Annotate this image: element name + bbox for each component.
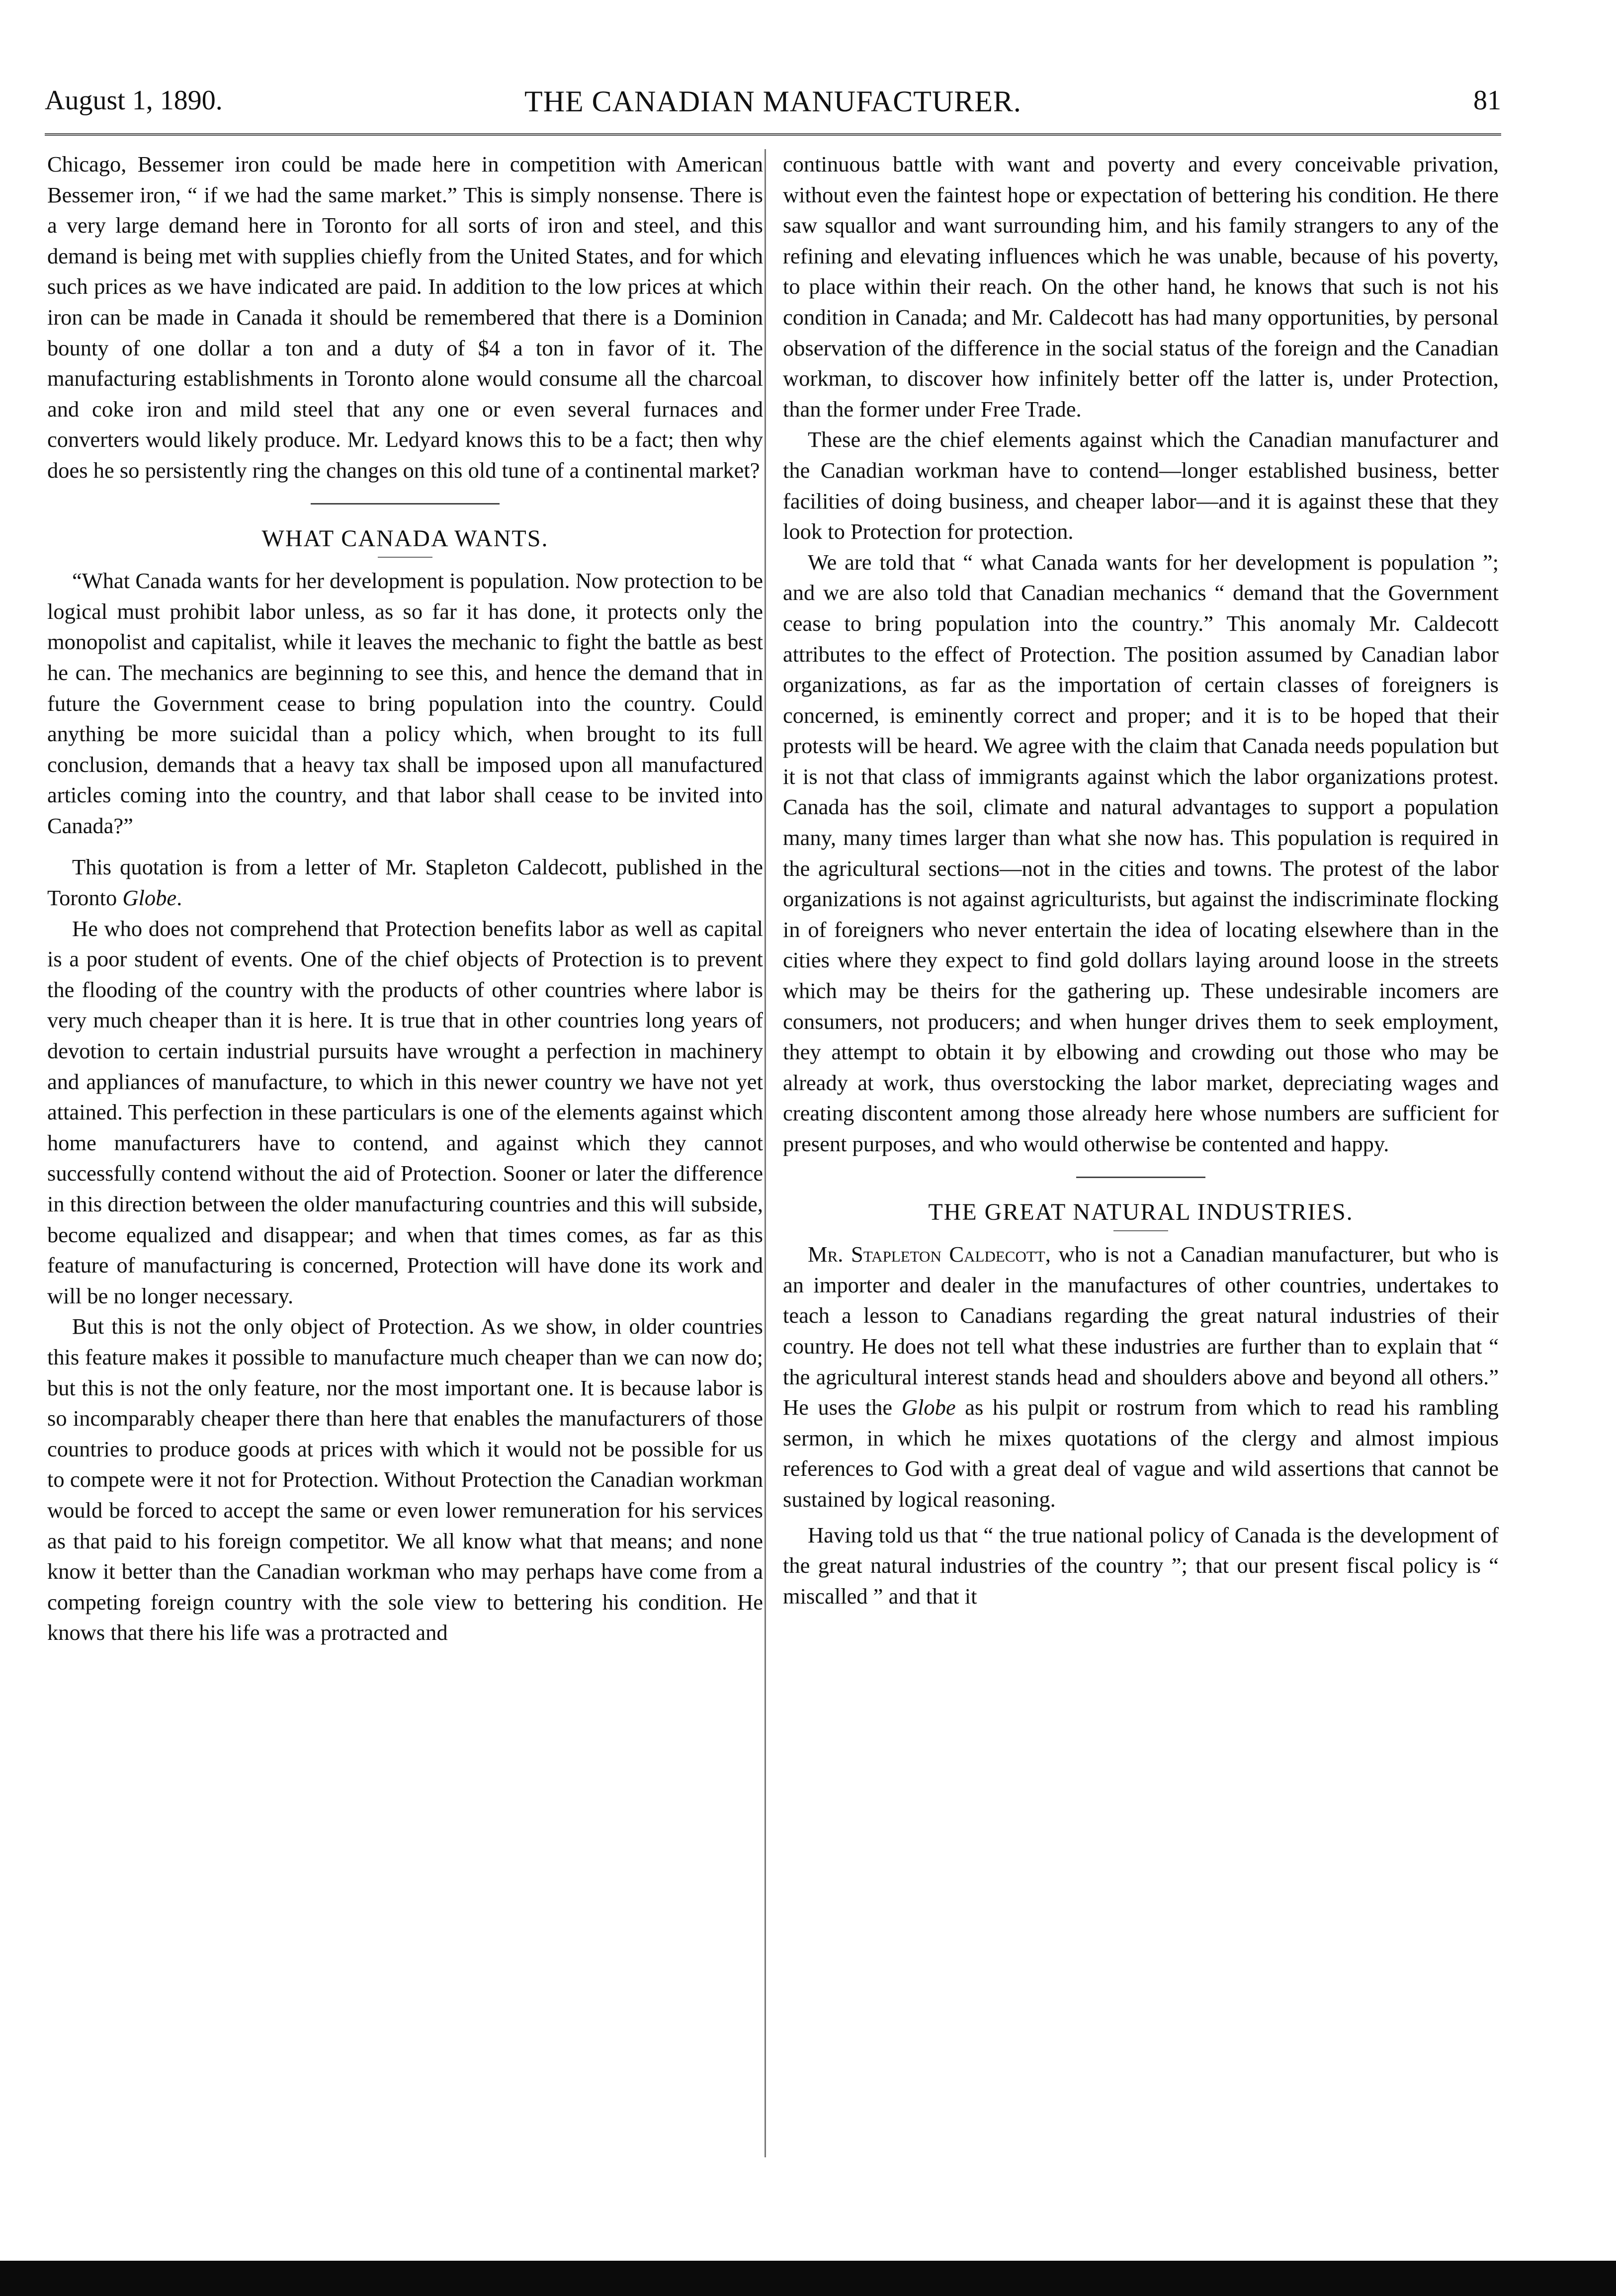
paragraph-chief-elements: These are the chief elements against which the Canadian manufacturer and the Canadian workman have to contend—longer established business, better facilities of doing business, and cheaper labor—and it is against these that they look to Protection for protection. [783,427,1499,544]
paragraph-he-who: He who does not comprehend that Protection benefits labor as well as capital is a poor student of events. One of the chief objects of Protection is to prevent the flooding of the country with the products of other countries where labor is very much cheaper than it is here. It is true that in other countries long years of devotion to certain industrial pursuits have wrought a perfection in machinery and appliances of manufacture, to which in this newer country we have not yet attained. This perfection in these particulars is one of the elements against which home manufacturers have to contend, and against which they cannot successfully contend without the aid of Protection. Sooner or later the difference in this direction between the older manufacturing countries and this will subside, become equalized and disappear; and when that times comes, as far as this feature of manufacturing is concerned, Protection will have done its work and will be no longer necessary. [47,916,763,1308]
section-separator [311,503,500,505]
caldecott-text-part-1: who is not a Canadian manufacturer, but who is an importer and dealer in the manufactures of other countries, undertakes to teach a lesson to Canadians regarding the great natural industries of their country. He does not tell what these industries are further than to explain that “ the agricultural interest stands head and shoulders above and beyond all others.” He uses the [783,1242,1499,1420]
page-number: 81 [1473,85,1501,116]
scan-edge-shadow [0,2261,1616,2296]
right-column [783,149,1499,1612]
column-divider [765,149,766,2157]
quote-paragraph: “What Canada wants for her development is population. Now protection to be logical must prohibit labor unless, as so far it has done, it protects only the monopolist and capitalist, while it leaves the mechanic to fight the battle as best he can. The mechanics are beginning to see this, and hence the demand that in future the Government cease to bring population into the country. Could anything be more suicidal than a policy which, when brought to its full conclusion, demands that a heavy tax shall be imposed upon all manufactured articles coming into the country, and that labor shall cease to be invited into Canada?” [47,568,763,838]
title-rule [378,557,432,558]
caldecott-text-part-2: as his pulpit or rostrum from which to read his rambling sermon, in which he mixes quotations of the clergy and almost impious references to God with a great deal of vague and wild assertions that cannot be sustained by logical reasoning. [783,1395,1499,1512]
newspaper-name: Globe [901,1395,956,1420]
paragraph-continuous: continuous battle with want and poverty and every conceivable privation, without even the faintest hope or expectation of bettering his condition. He there saw squallor and want surrounding him, and his family strangers to any of the refining and elevating influences which he was unable, because of his poverty, to place within their reach. On the other hand, he knows that such is not his condition in Canada; and Mr. Caldecott has had many opportunities, by personal observation of the difference in the social status of the foreign and the Canadian workman, to discover how infinitely better off the latter is, under Protection, than the former under Free Trade. [783,152,1499,422]
paragraph-we-are-told: We are told that “ what Canada wants for her development is population ”; and we are also told that Canadian mechanics “ demand that the Government cease to bring population into the country.” This anomaly Mr. Caldecott attributes to the effect of Protection. The position assumed by Canadian labor organizations, as far as the importation of certain classes of foreigners is concerned, is eminently correct and proper; and it is to be hoped that their protests will be heard. We agree with the claim that Canada needs population but it is not that class of immigrants against which the labor organizations protest. Canada has the soil, climate and natural advantages to support a population many, many times larger than what she now has. This population is required in the agricultural sections—not in the cities and towns. The protest of the labor organizations is not against agriculturists, but against the indiscriminate flocking in of foreigners who never entertain the idea of locating elsewhere than in the cities where they expect to find gold dollars laying around loose in the streets which may be theirs for the gathering up. These undesirable incomers are consumers, not producers; and when hunger drives them to seek employment, they attempt to obtain it by elbowing and crowding out those who may be already at work, thus overstocking the labor market, depreciating wages and creating discontent among those already here whose numbers are sufficient for present purposes, and who would otherwise be contented and happy. [783,549,1499,1156]
source-paragraph: This quotation is from a letter of Mr. Stapleton Caldecott, published in the Toronto Globe. [47,854,763,911]
title-rule [1113,1230,1168,1231]
header-rule [45,133,1501,136]
paragraph-but-this: But this is not the only object of Protection. As we show, in older countries this feature makes it possible to manufacture much cheaper than we can now do; but this is not the only feature, nor the most important one. It is because labor is so incomparably cheaper there than here that enables the manufacturers of those countries to produce goods at prices with which it would not be possible for us to compete were it not for Protection. Without Protection the Canadian workman would be forced to accept the same or even lower remuneration for his services as that paid to his foreign competitor. We all know what that means; and none know it better than the Canadian workman who may perhaps have come from a competing foreign country with the sole view to bettering his condition. He knows that there his life was a protracted and [47,1314,763,1645]
section-title-great-natural-industries: THE GREAT NATURAL INDUSTRIES. [928,1198,1354,1225]
issue-date: August 1, 1890. [45,85,223,116]
publication-title: THE CANADIAN MANUFACTURER. [524,85,1021,118]
paragraph-caldecott [783,1239,1499,1515]
newspaper-name: Globe [122,885,177,911]
person-name: Mr. Stapleton Caldecott, [808,1242,1051,1267]
intro-paragraph: Chicago, Bessemer iron could be made here in competition with American Bessemer iron, “ if we had the same market.” This is simply nonsense. There is a very large demand here in Toronto for all sorts of iron and steel, and this demand is being met with supplies chiefly from the United States, and for which such prices as we have indicated are paid. In addition to the low prices at which iron can be made in Canada it should be remembered that there is a Dominion bounty of one dollar a ton and a duty of $4 a ton in favor of it. The manufacturing establishments in Toronto alone would consume all the charcoal and coke iron and mild steel that any one or even several furnaces and converters would likely produce. Mr. Ledyard knows this to be a fact; then why does he so persistently ring the changes on this old tune of a continental market? [47,152,763,483]
section-title-what-canada-wants: WHAT CANADA WANTS. [261,525,549,552]
paragraph-having-told: Having told us that “ the true national policy of Canada is the development of the great natural industries of the country ”; that our present fiscal policy is “ miscalled ” and that it [783,1522,1499,1609]
page-header [45,80,1501,124]
left-column [47,149,763,1648]
source-text: This quotation is from a letter of Mr. Stapleton Caldecott, published in the Toronto [47,854,763,911]
section-separator [1076,1177,1205,1178]
